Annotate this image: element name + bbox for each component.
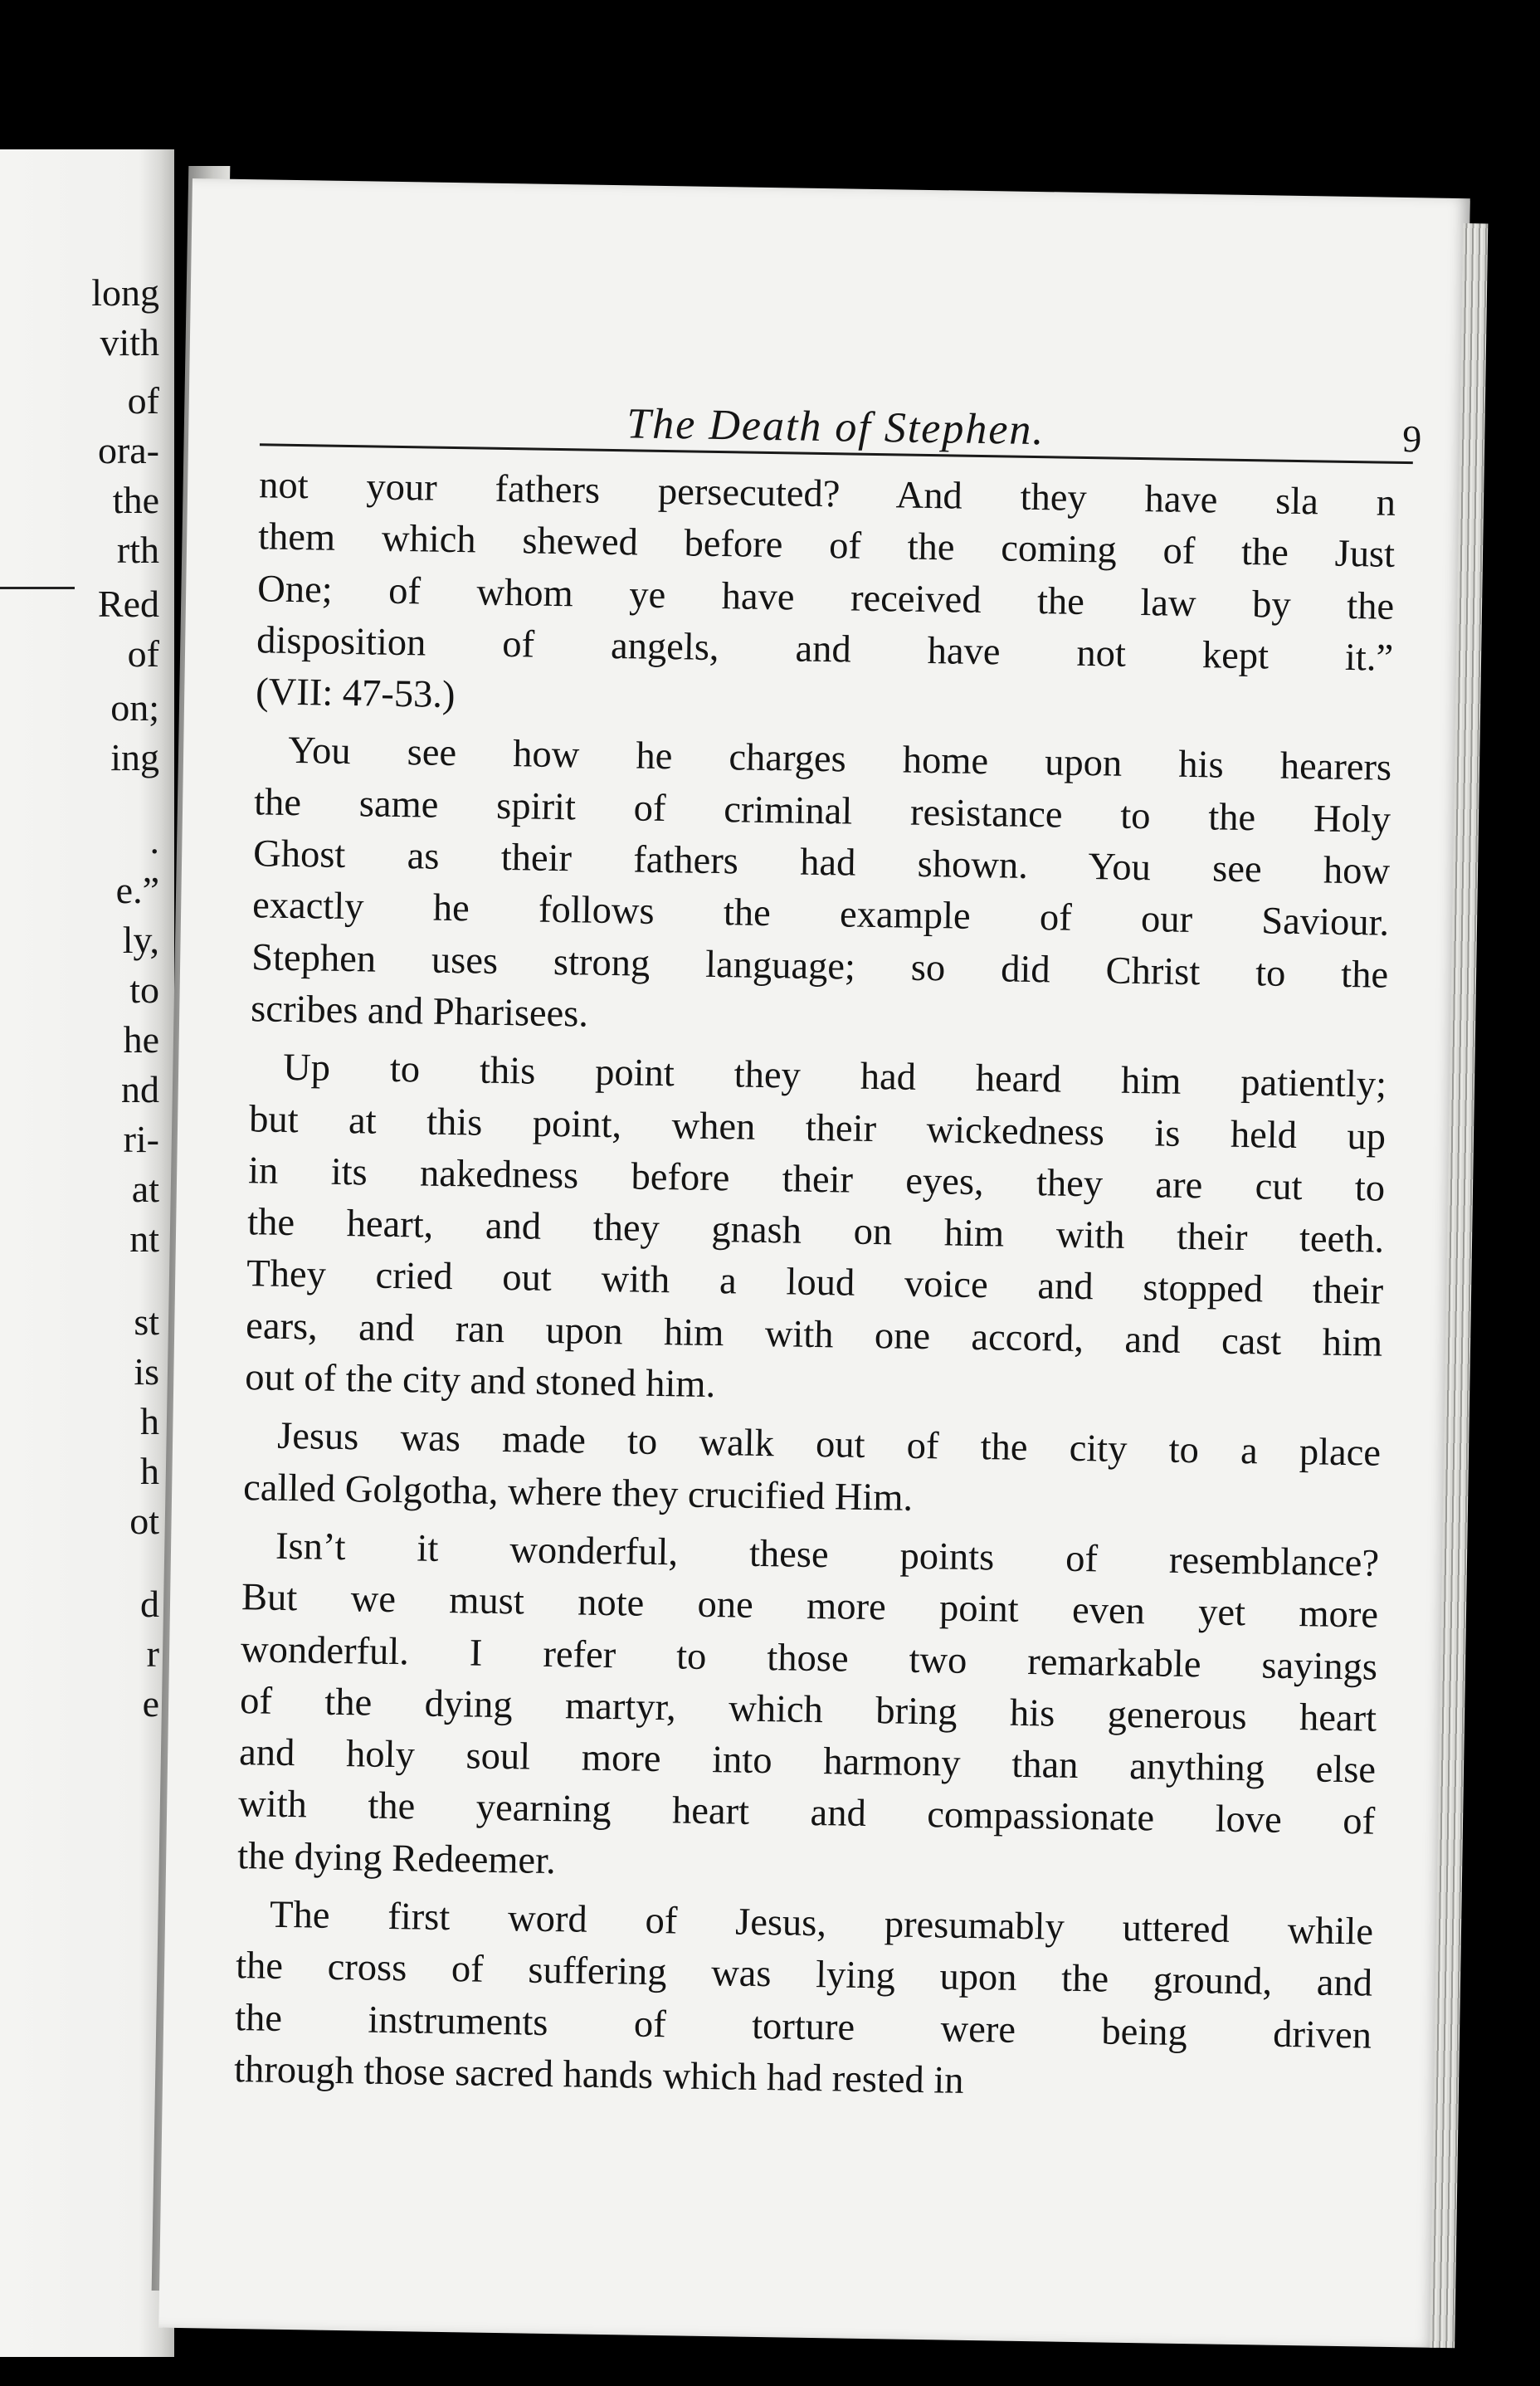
text-line: with the yearning heart and compassionate love of xyxy=(237,1783,1376,1844)
text-line: They cried out with a loud voice and stopped their xyxy=(246,1252,1384,1314)
text-line: exactly he follows the example of our Saviour. xyxy=(251,884,1390,945)
left-page-fragment: ing xyxy=(110,736,159,778)
text-line: Ghost as their fathers had shown. You see how xyxy=(252,832,1391,893)
page-stack-edge xyxy=(1430,223,1488,2348)
text-line: You see how he charges home upon his hearers xyxy=(287,729,1392,790)
left-page-fragment: h xyxy=(140,1450,159,1492)
left-page-fragment: nt xyxy=(129,1217,159,1260)
left-page-fragment: of xyxy=(127,632,159,675)
left-page-fragment: at xyxy=(131,1168,159,1210)
text-line: the cross of suffering was lying upon the ground, and xyxy=(235,1944,1373,2005)
left-page-edge xyxy=(0,149,174,2357)
left-page-fragment: is xyxy=(134,1350,159,1393)
text-line: the heart, and they gnash on him with their teeth. xyxy=(246,1201,1385,1261)
left-page-fragment: long xyxy=(91,271,159,314)
left-page-fragment: of xyxy=(127,379,159,422)
right-page xyxy=(158,178,1469,2348)
text-line: wonderful. I refer to those two remarkable sayings xyxy=(240,1627,1378,1689)
left-page-fragment: r xyxy=(146,1632,159,1675)
paragraph xyxy=(245,1042,1387,1422)
left-page-fragment: d xyxy=(140,1583,159,1625)
text-line: disposition of angels, and have not kept it.” xyxy=(256,619,1394,680)
left-page-fragment: to xyxy=(129,969,159,1011)
paragraph xyxy=(256,460,1396,736)
left-page-rule xyxy=(0,587,75,589)
text-line: the instruments of torture were being driven xyxy=(234,1996,1372,2057)
text-line: Stephen uses strong language; so did Christ to the xyxy=(251,935,1389,997)
paragraph xyxy=(251,725,1392,1053)
text-line: scribes and Pharisees. xyxy=(250,988,589,1036)
text-line: and holy soul more into harmony than anything else xyxy=(238,1731,1377,1792)
page-number: 9 xyxy=(1401,417,1422,461)
left-page-fragment: ot xyxy=(129,1500,159,1542)
left-page-fragment: nd xyxy=(121,1068,159,1110)
text-line: called Golgotha, where they crucified Him. xyxy=(242,1466,914,1520)
left-page-fragment: rth xyxy=(116,529,159,571)
text-line: the dying Redeemer. xyxy=(236,1834,557,1882)
text-line: of the dying martyr, which bring his generous heart xyxy=(239,1679,1377,1740)
text-line: Up to this point they had heard him patiently; xyxy=(282,1047,1387,1107)
left-page-fragment: st xyxy=(134,1300,159,1343)
text-line: (VII: 47-53.) xyxy=(255,671,456,717)
left-page-fragment: he xyxy=(123,1018,159,1061)
left-page-fragment: . xyxy=(149,819,159,861)
text-line: not your fathers persecuted? And they have sla n xyxy=(258,464,1396,525)
text-line: in its nakedness before their eyes, they are cut to xyxy=(247,1149,1386,1210)
left-page-fragment: Red xyxy=(97,583,159,625)
text-line: ears, and ran upon him with one accord, and cast him xyxy=(245,1304,1383,1365)
left-page-fragment: h xyxy=(140,1400,159,1442)
text-line: One; of whom ye have received the law by the xyxy=(256,567,1395,628)
left-page-fragment: vith xyxy=(100,321,159,364)
running-head-title: The Death of Stephen. xyxy=(626,400,1045,455)
text-line: Jesus was made to walk out of the city to a place xyxy=(276,1415,1382,1476)
text-line: through those sacred hands which had rested in xyxy=(233,2047,964,2102)
paragraph xyxy=(243,1411,1382,1532)
text-line: Isn’t it wonderful, these points of resemblance? xyxy=(275,1525,1380,1585)
left-page-fragment: ri- xyxy=(123,1118,159,1160)
text-line: The first word of Jesus, presumably uttered while xyxy=(269,1893,1374,1954)
text-line: them which shewed before of the coming of the Just xyxy=(257,515,1396,577)
paragraph xyxy=(234,1889,1374,2114)
left-page-fragment: e.” xyxy=(115,869,159,911)
text-line: out of the city and stoned him. xyxy=(244,1356,716,1407)
left-page-fragment: on; xyxy=(110,686,159,729)
left-page-fragment: ly, xyxy=(122,919,159,961)
text-line: But we must note one more point even yet more xyxy=(241,1576,1379,1637)
text-line: but at this point, when their wickedness is held up xyxy=(248,1097,1386,1159)
paragraph xyxy=(237,1520,1380,1901)
body-text xyxy=(234,460,1396,2113)
left-page-fragment: the xyxy=(112,479,159,521)
left-page-fragment: ora- xyxy=(97,429,159,471)
text-line: the same spirit of criminal resistance to the Holy xyxy=(253,781,1391,842)
left-page-fragment: e xyxy=(142,1682,159,1725)
